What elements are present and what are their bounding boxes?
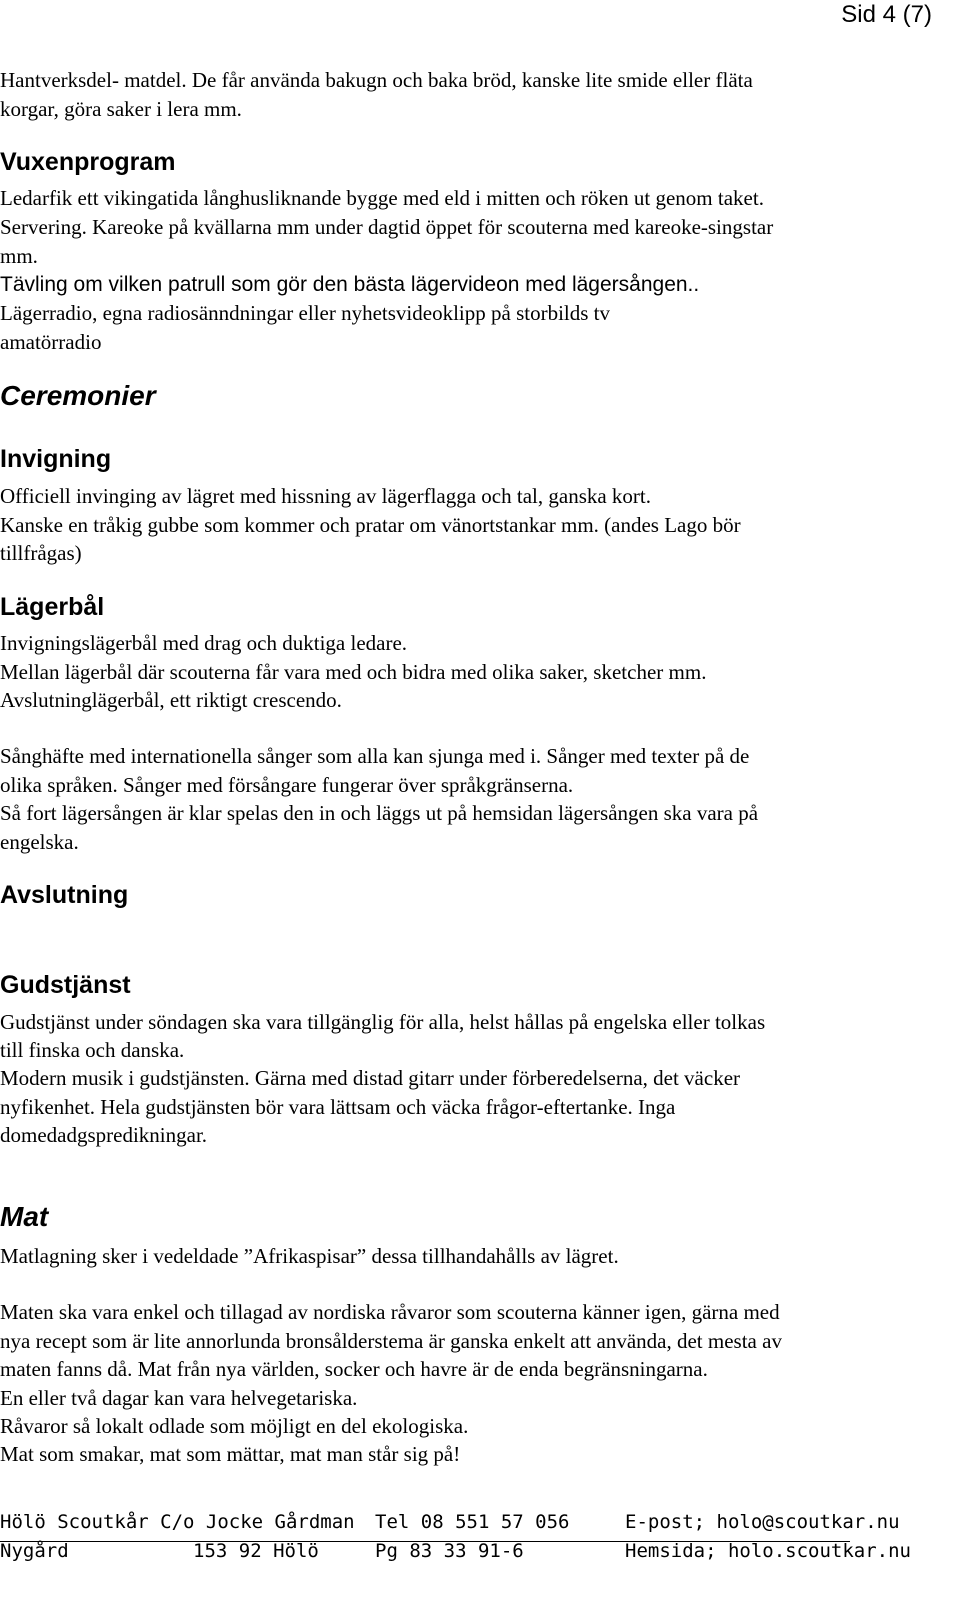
invigning-line-2: Kanske en tråkig gubbe som kommer och pratar om vänortstankar mm. (andes Lago bör	[0, 513, 741, 537]
sanghafte-line-3: Så fort lägersången är klar spelas den in och läggs ut på hemsidan lägersången ska vara på	[0, 801, 759, 825]
mat-line-1: Maten ska vara enkel och tillagad av nordiska råvaror som scouterna känner igen, gärna med	[0, 1300, 780, 1324]
mat-line-2: nya recept som är lite annorlunda bronsålderstema är ganska enkelt att använda, det mesta av	[0, 1329, 782, 1353]
footer-zip: 153 92 Hölö	[193, 1540, 319, 1562]
footer-web: Hemsida; holo.scoutkar.nu	[625, 1540, 911, 1562]
vuxen-line-5: Lägerradio, egna radiosänndningar eller nyhetsvideoklipp på storbilds tv	[0, 301, 610, 325]
heading-gudstjanst: Gudstjänst	[0, 971, 131, 999]
sanghafte-line-4: engelska.	[0, 830, 79, 854]
vuxen-line-1: Ledarfik ett vikingatida långhusliknande bygge med eld i mitten och röken ut genom taket.	[0, 186, 764, 210]
heading-lagerbal: Lägerbål	[0, 593, 105, 621]
mat-line-3: maten fanns då. Mat från nya världen, socker och havre är de enda begränsningarna.	[0, 1357, 708, 1381]
intro-line-2: korgar, göra saker i lera mm.	[0, 97, 242, 121]
heading-vuxenprogram: Vuxenprogram	[0, 148, 176, 176]
heading-mat: Mat	[0, 1201, 49, 1232]
footer-org: Hölö Scoutkår C/o Jocke Gårdman	[0, 1511, 355, 1533]
mat-line-4: En eller två dagar kan vara helvegetariska.	[0, 1386, 358, 1410]
vuxen-line-3: mm.	[0, 244, 38, 268]
footer-pg: Pg 83 33 91-6	[375, 1540, 524, 1562]
mat-line-5: Råvaror så lokalt odlade som möjligt en del ekologiska.	[0, 1414, 469, 1438]
footer-email: E-post; holo@scoutkar.nu	[625, 1511, 900, 1533]
heading-ceremonier: Ceremonier	[0, 380, 156, 411]
mat-intro-line: Matlagning sker i vedeldade ”Afrikaspisar” dessa tillhandahålls av lägret.	[0, 1244, 619, 1268]
heading-invigning: Invigning	[0, 445, 112, 473]
lagerbal-line-3: Avslutninglägerbål, ett riktigt crescendo.	[0, 688, 342, 712]
gudstjanst-line-5: domedadgspredikningar.	[0, 1123, 208, 1147]
page-number: Sid 4 (7)	[841, 1, 932, 28]
footer-tel: Tel 08 551 57 056	[375, 1511, 570, 1533]
invigning-line-3: tillfrågas)	[0, 541, 82, 565]
gudstjanst-line-1: Gudstjänst under söndagen ska vara tillgänglig för alla, helst hållas på engelska eller tolkas	[0, 1010, 766, 1034]
intro-line-1: Hantverksdel- matdel. De får använda bakugn och baka bröd, kanske lite smide eller fläta	[0, 68, 753, 92]
mat-line-6: Mat som smakar, mat som mättar, mat man står sig på!	[0, 1442, 461, 1466]
heading-avslutning: Avslutning	[0, 881, 129, 909]
sanghafte-line-2: olika språken. Sånger med försångare fungerar över språkgränserna.	[0, 773, 574, 797]
lagerbal-line-1: Invigningslägerbål med drag och duktiga ledare.	[0, 631, 408, 655]
sanghafte-line-1: Sånghäfte med internationella sånger som alla kan sjunga med i. Sånger med texter på de	[0, 744, 750, 768]
vuxen-line-4: Tävling om vilken patrull som gör den bästa lägervideon med lägersången..	[0, 273, 700, 296]
invigning-line-1: Officiell invinging av lägret med hissning av lägerflagga och tal, ganska kort.	[0, 484, 652, 508]
footer-place: Nygård	[0, 1540, 69, 1562]
lagerbal-line-2: Mellan lägerbål där scouterna får vara med och bidra med olika saker, sketcher mm.	[0, 660, 707, 684]
gudstjanst-line-2: till finska och danska.	[0, 1038, 185, 1062]
gudstjanst-line-3: Modern musik i gudstjänsten. Gärna med distad gitarr under förberedelserna, det väcker	[0, 1066, 741, 1090]
vuxen-line-2: Servering. Kareoke på kvällarna mm under dagtid öppet för scouterna med kareoke-singstar	[0, 215, 774, 239]
vuxen-line-6: amatörradio	[0, 330, 102, 354]
gudstjanst-line-4: nyfikenhet. Hela gudstjänsten bör vara lättsam och väcka frågor-eftertanke. Inga	[0, 1095, 676, 1119]
